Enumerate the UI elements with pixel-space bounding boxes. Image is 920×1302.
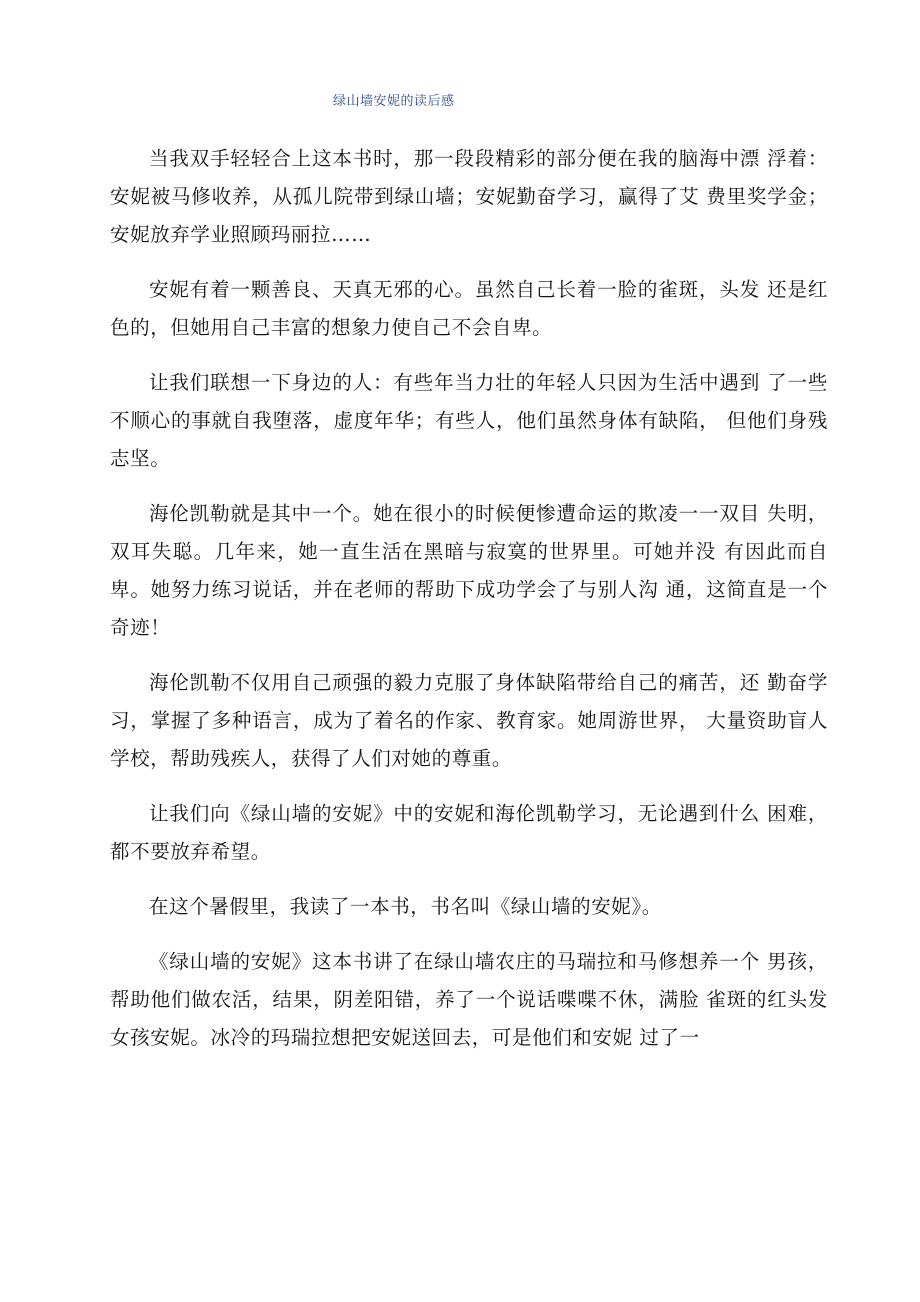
paragraph: 当我双手轻轻合上这本书时，那一段段精彩的部分便在我的脑海中漂 浮着：安妮被马修收养，从孤儿院带到绿山墙；安妮勤奋学习，赢得了艾 费里奖学金；安妮放弃学业照顾玛丽拉…… [110, 147, 828, 246]
document-title: 绿山墙安妮的读后感 [333, 94, 455, 109]
paragraph: 《绿山墙的安妮》这本书讲了在绿山墙农庄的马瑞拉和马修想养一个 男孩，帮助他们做农活，结果，阴差阳错，养了一个说话喋喋不休，满脸 雀斑的红头发女孩安妮。冰冷的玛瑞拉想把安妮送回去，可是他们和安妮 过了一 [110, 950, 828, 1049]
paragraph: 海伦凯勒不仅用自己顽强的毅力克服了身体缺陷带给自己的痛苦，还 勤奋学习，掌握了多种语言，成为了着名的作家、教育家。她周游世界， 大量资助盲人学校，帮助残疾人，获得了人们对她的尊重。 [110, 671, 828, 770]
paragraph: 让我们向《绿山墙的安妮》中的安妮和海伦凯勒学习，无论遇到什么 困难，都不要放弃希望。 [110, 802, 828, 863]
paragraph: 海伦凯勒就是其中一个。她在很小的时候便惨遭命运的欺凌一一双目 失明，双耳失聪。几年来，她一直生活在黑暗与寂寞的世界里。可她并没 有因此而自卑。她努力练习说话，并在老师的帮助下成功学会了与别人沟 通，这简直是一个奇迹！ [110, 502, 828, 639]
paragraph: 在这个暑假里，我读了一本书，书名叫《绿山墙的安妮》。 [149, 895, 662, 918]
paragraph: 安妮有着一颗善良、天真无邪的心。虽然自己长着一脸的雀斑，头发 还是红色的，但她用自己丰富的想象力使自己不会自卑。 [110, 278, 828, 339]
paragraph: 让我们联想一下身边的人：有些年当力壮的年轻人只因为生活中遇到 了一些不顺心的事就自我堕落，虚度年华；有些人，他们虽然身体有缺陷， 但他们身残志坚。 [110, 371, 828, 470]
document-body [110, 140, 828, 1074]
